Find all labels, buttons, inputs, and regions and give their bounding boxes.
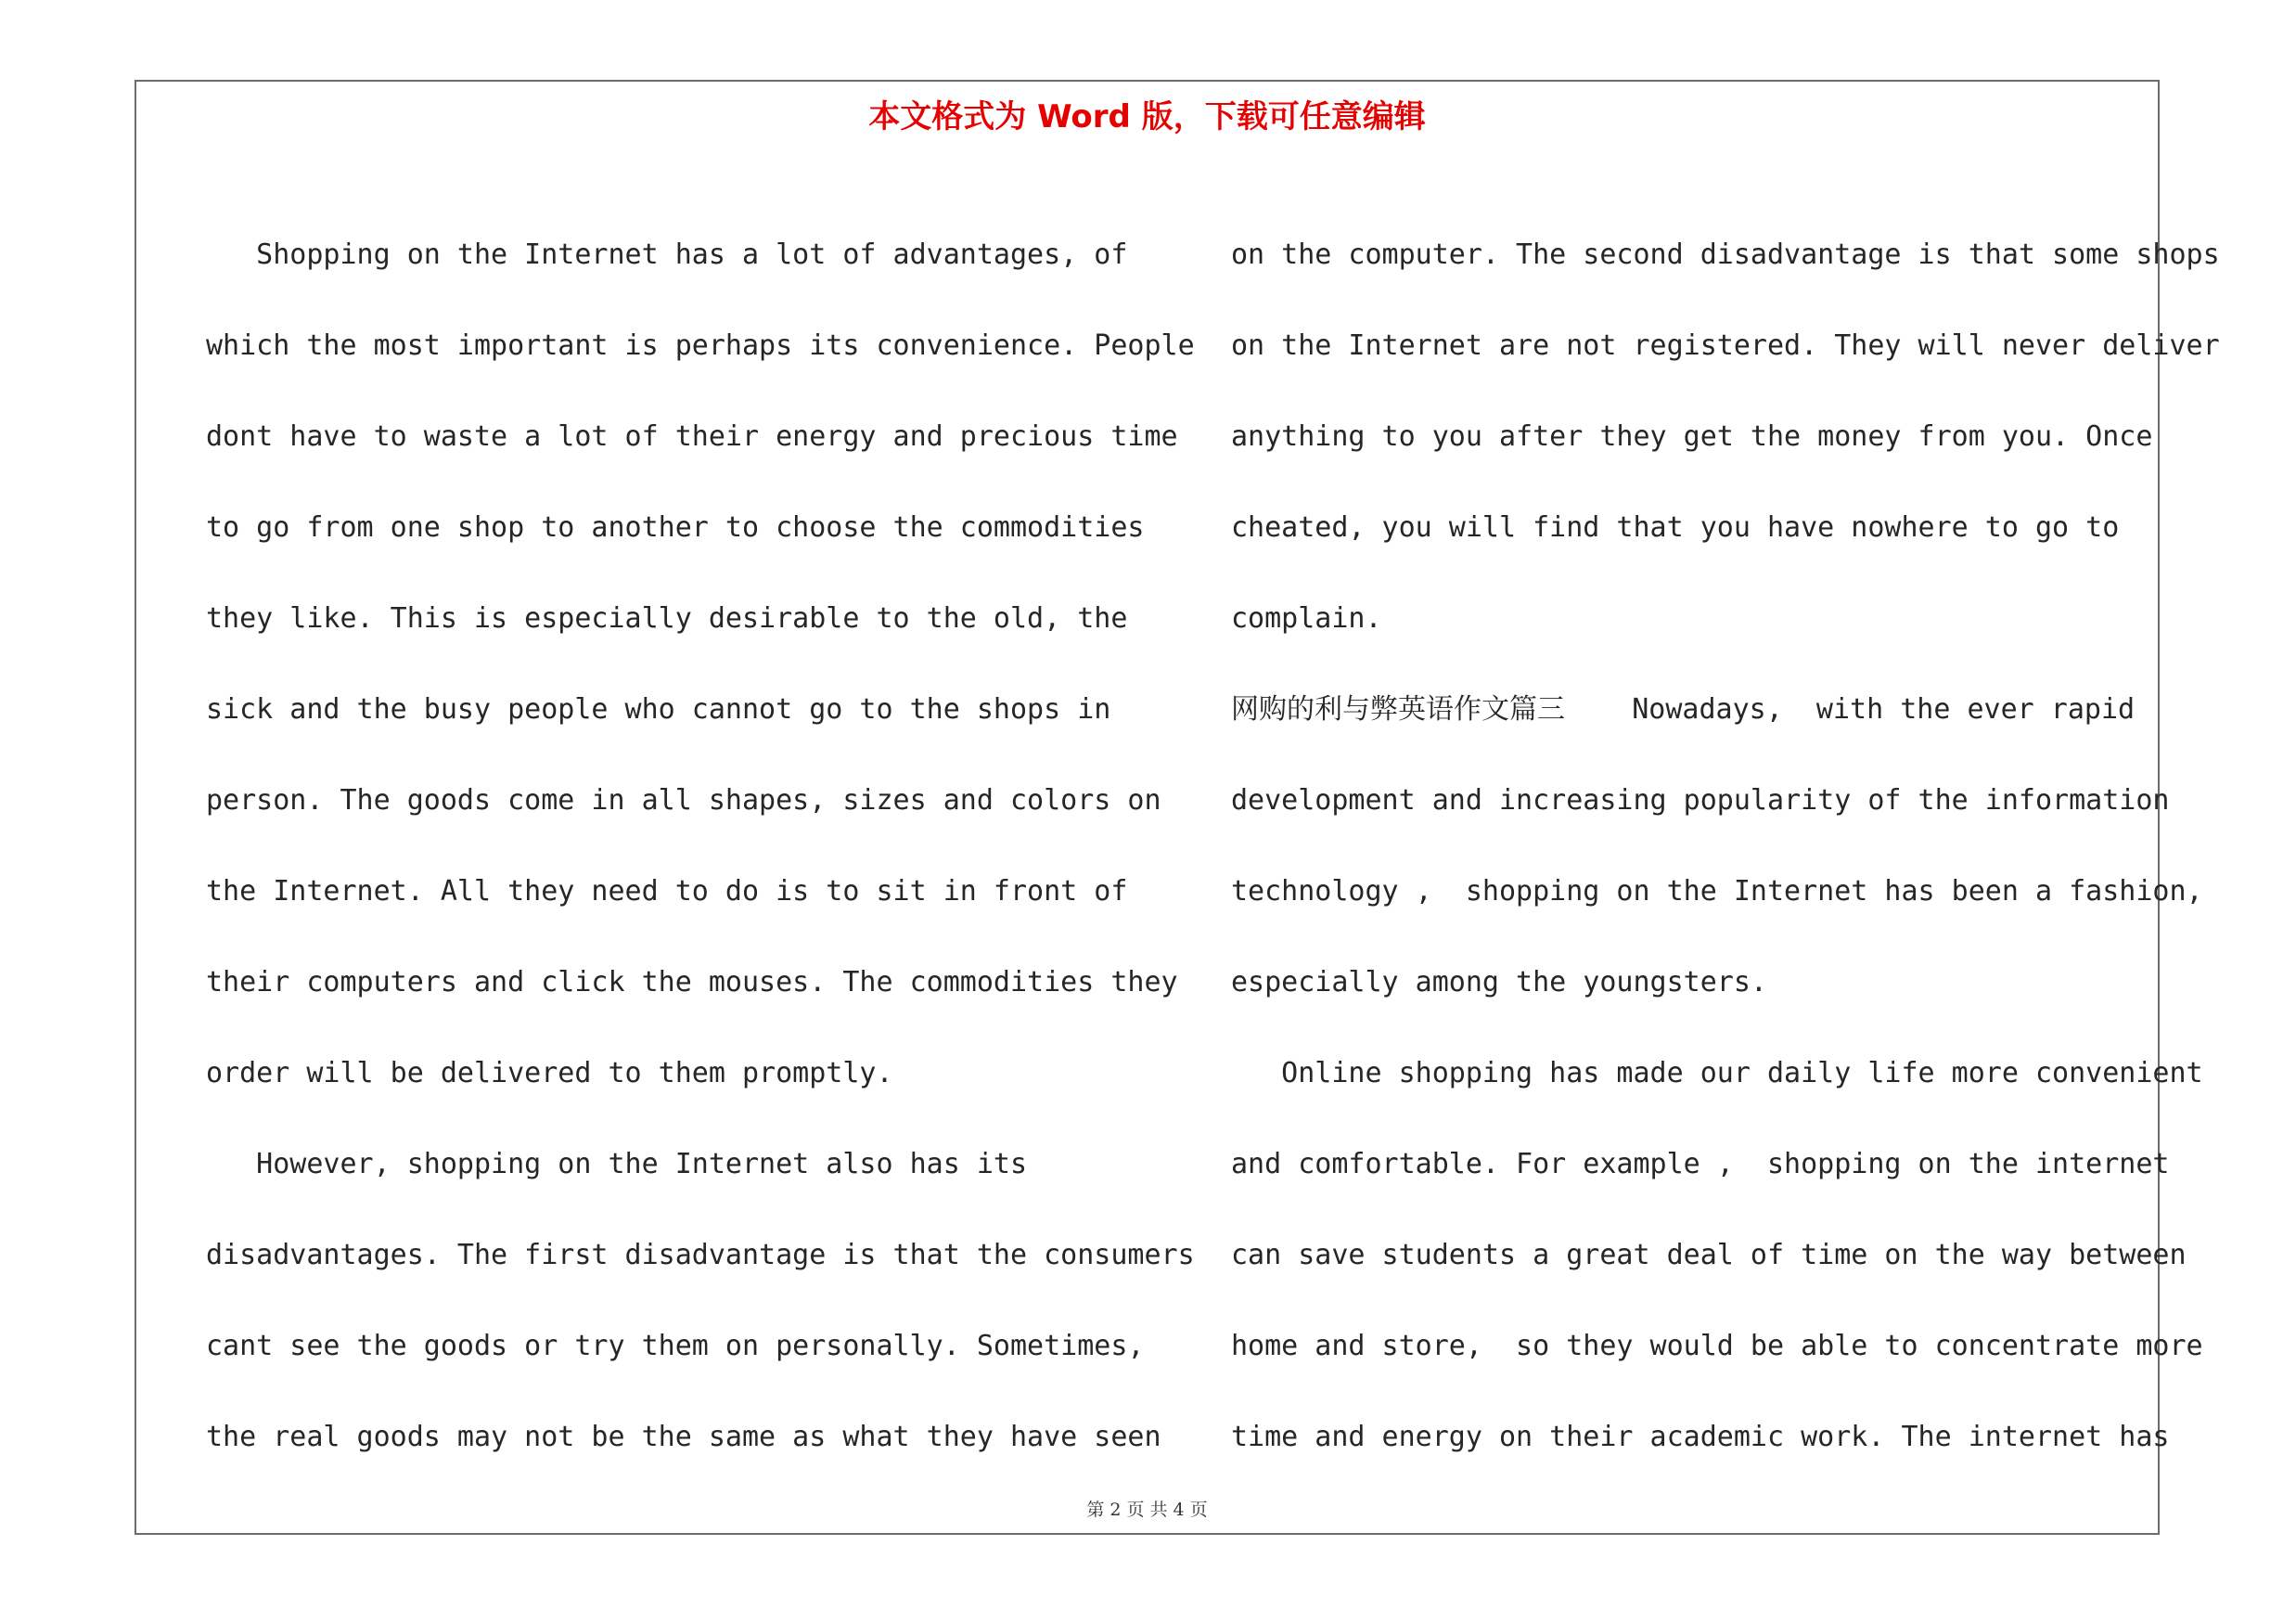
text-line: their computers and click the mouses. The commodities they xyxy=(206,966,1178,998)
text-line: development and increasing popularity of the information xyxy=(1231,784,2170,817)
text-line: cheated, you will find that you have nowhere to go to xyxy=(1231,511,2120,544)
text-line: especially among the youngsters. xyxy=(1231,966,1767,998)
text-line: on the Internet are not registered. They will never deliver xyxy=(1231,329,2220,362)
text-line: they like. This is especially desirable to the old, the xyxy=(206,602,1128,635)
text-line: on the computer. The second disadvantage is that some shops xyxy=(1231,238,2220,271)
section-heading-line: 网购的利与弊英语作文篇三 Nowadays, with the ever rapid xyxy=(1231,693,2136,726)
text-line: the Internet. All they need to do is to sit in front of xyxy=(206,875,1128,908)
text-line: person. The goods come in all shapes, sizes and colors on xyxy=(206,784,1161,817)
text-line: the real goods may not be the same as what they have seen xyxy=(206,1421,1161,1453)
text-line: dont have to waste a lot of their energy and precious time xyxy=(206,420,1178,453)
text-line: cant see the goods or try them on personally. Sometimes, xyxy=(206,1330,1145,1362)
text-line: sick and the busy people who cannot go to the shops in xyxy=(206,693,1111,726)
text-line: and comfortable. For example , shopping on the internet xyxy=(1231,1148,2170,1180)
text-line: to go from one shop to another to choose the commodities xyxy=(206,511,1145,544)
text-line: can save students a great deal of time on the way between xyxy=(1231,1239,2187,1271)
document-page xyxy=(135,80,2220,1535)
text-line: However, shopping on the Internet also has its xyxy=(206,1148,1028,1180)
text-line: which the most important is perhaps its convenience. People xyxy=(206,329,1195,362)
text-line: time and energy on their academic work. The internet has xyxy=(1231,1421,2170,1453)
text-line: Shopping on the Internet has a lot of advantages, of xyxy=(206,238,1128,271)
text-line: anything to you after they get the money from you. Once xyxy=(1231,420,2153,453)
format-banner: 本文格式为 Word 版，下载可任意编辑 xyxy=(868,98,1426,135)
text-line: complain. xyxy=(1231,602,1382,635)
text-line: disadvantages. The first disadvantage is that the consumers xyxy=(206,1239,1195,1271)
text-line: home and store, so they would be able to concentrate more xyxy=(1231,1330,2203,1362)
text-line: Online shopping has made our daily life more convenient xyxy=(1231,1057,2203,1089)
left-column xyxy=(206,210,1195,1483)
text-line: technology , shopping on the Internet has been a fashion, xyxy=(1231,875,2203,908)
text-line: order will be delivered to them promptly. xyxy=(206,1057,893,1089)
right-column xyxy=(1231,210,2220,1483)
page-number: 第 2 页 共 4 页 xyxy=(1086,1500,1208,1520)
